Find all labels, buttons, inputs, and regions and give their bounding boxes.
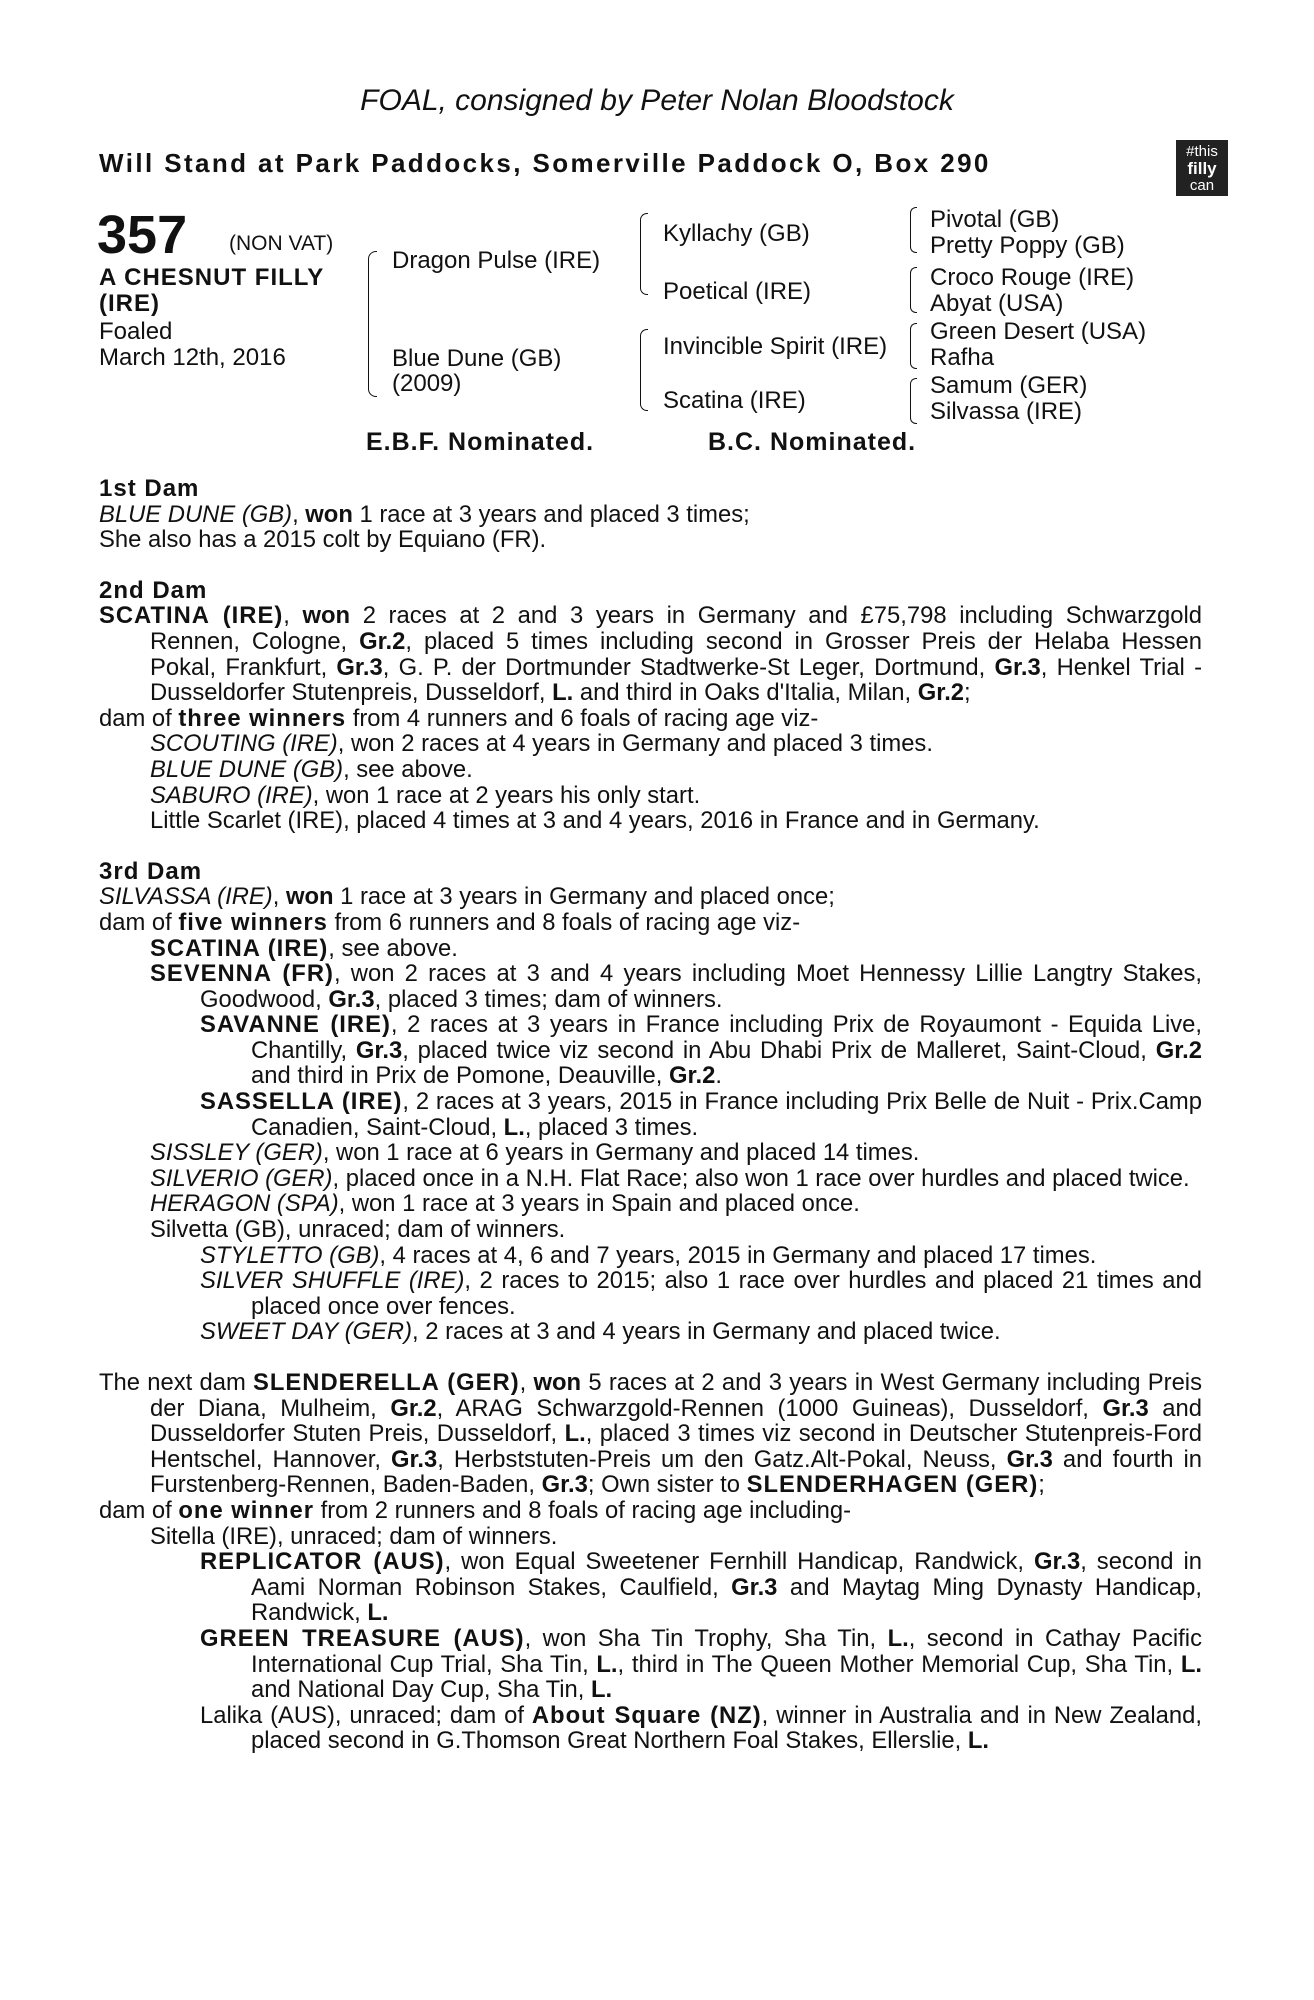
horse-name: SCATINA (IRE) <box>150 934 329 962</box>
text: , placed 3 times; dam of winners. <box>374 985 723 1013</box>
produce-item <box>99 1089 1202 1140</box>
sire-sire: Kyllachy (GB) <box>663 220 810 247</box>
foaled-date: March 12th, 2016 <box>99 344 286 371</box>
text: , see above. <box>343 755 473 783</box>
third-dam-produce-summary <box>99 910 1202 936</box>
text: , 2 races at 3 years, 2015 in France including Prix Belle de Nuit - Prix.Camp Canadien, Saint-Cloud, <box>251 1088 1202 1141</box>
produce-item: Silvetta (GB), unraced; dam of winners. <box>150 1216 566 1244</box>
text: , won 1 race at 2 years his only start. <box>312 781 701 809</box>
first-dam-record: 1 race at 3 years and placed 3 times; <box>359 500 750 528</box>
produce-item <box>99 1140 1202 1166</box>
horse-name: SISSLEY (GER) <box>150 1139 323 1167</box>
grandsire-2: Croco Rouge (IRE) <box>930 264 1135 291</box>
lot-description-line2: (IRE) <box>99 290 160 317</box>
text: , 4 races at 4, 6 and 7 years, 2015 in Germany and placed 17 times. <box>379 1241 1097 1269</box>
dam-dam: Scatina (IRE) <box>663 387 806 414</box>
horse-name: SASSELLA (IRE) <box>200 1088 403 1116</box>
text: The next dam <box>99 1369 254 1396</box>
text: , second in Aami Norman Robinson Stakes, Caulfield, <box>251 1548 1202 1601</box>
text: , see above. <box>328 934 458 962</box>
dam-line-brace <box>640 329 648 411</box>
sister-name: SLENDERHAGEN (GER) <box>746 1471 1039 1499</box>
text: from 4 runners and 6 foals of racing age viz- <box>346 704 819 732</box>
third-dam-heading: 3rd Dam <box>99 857 203 885</box>
text: , won 2 races at 3 and 4 years including Moet Hennessy Lillie Langtry Stakes, Goodwood, <box>200 960 1202 1013</box>
grade: Gr.3 <box>541 1471 588 1499</box>
horse-name: HERAGON (SPA) <box>150 1190 339 1218</box>
logo-line-2: filly <box>1187 159 1217 178</box>
grandsire-4: Samum (GER) <box>930 372 1088 399</box>
text: , placed twice viz second in Abu Dhabi Prix de Malleret, Saint-Cloud, <box>402 1036 1156 1064</box>
sep: , <box>283 602 303 630</box>
text: , 2 races to 2015; also 1 race over hurdles and placed 21 times and placed once over fences. <box>251 1267 1202 1320</box>
grade: L. <box>503 1113 525 1141</box>
horse-name: About Square (NZ) <box>531 1701 762 1729</box>
grade: L. <box>887 1624 909 1652</box>
text: , second in Cathay Pacific International Cup Trial, Sha Tin, <box>251 1624 1202 1678</box>
grade: L. <box>552 679 574 707</box>
text: and National Day Cup, Sha Tin, <box>251 1676 591 1704</box>
horse-name: REPLICATOR (AUS) <box>200 1548 445 1576</box>
grade: Gr.3 <box>328 985 375 1013</box>
text: dam of <box>99 908 179 936</box>
scatina-name: SCATINA (IRE) <box>99 602 284 630</box>
dam-year: (2009) <box>392 370 462 397</box>
won-label: won <box>285 883 334 911</box>
produce-item <box>99 936 1202 962</box>
winners-count: three winners <box>178 704 347 732</box>
produce-item <box>99 1166 1202 1192</box>
grade: L. <box>564 1420 586 1448</box>
horse-name: BLUE DUNE (GB) <box>150 755 344 783</box>
text: , won 1 race at 6 years in Germany and placed 14 times. <box>322 1139 920 1167</box>
text: , placed once in a N.H. Flat Race; also won 1 race over hurdles and placed twice. <box>332 1164 1190 1192</box>
grade: Gr.3 <box>355 1036 403 1064</box>
grade: Gr.3 <box>1033 1548 1081 1576</box>
this-filly-can-logo <box>1176 140 1228 196</box>
winners-count: one winner <box>178 1496 314 1524</box>
text: , G. P. der Dortmunder Stadtwerke-St Leger, Dortmund, <box>382 653 995 681</box>
granddam-3: Rafha <box>930 344 995 371</box>
produce-item <box>99 961 1202 1012</box>
grade: Gr.3 <box>1006 1445 1053 1473</box>
horse-name: SILVER SHUFFLE (IRE) <box>200 1267 465 1295</box>
grade: Gr.3 <box>336 653 383 681</box>
first-dam-produce: She also has a 2015 colt by Equiano (FR). <box>99 526 547 554</box>
won-label: won <box>302 602 351 630</box>
horse-name: SABURO (IRE) <box>150 781 313 809</box>
horse-name: SILVERIO (GER) <box>150 1164 333 1192</box>
text: ; Own sister to <box>587 1471 747 1499</box>
vat-status: (NON VAT) <box>229 232 334 255</box>
text: , 2 races at 3 and 4 years in Germany and placed twice. <box>412 1318 1001 1346</box>
first-dam-line: BLUE DUNE (GB), won 1 race at 3 years and placed 3 times; <box>99 500 750 528</box>
horse-name: STYLETTO (GB) <box>200 1241 380 1269</box>
sire-dam-brace <box>368 251 377 397</box>
logo-line-3: can <box>1189 177 1215 194</box>
text: and third in Prix de Pomone, Deauville, <box>251 1062 669 1090</box>
text: and Maytag Ming Dynasty Handicap, Randwick, <box>251 1573 1202 1627</box>
produce-item <box>99 1549 1202 1626</box>
text: and third in Oaks d'Italia, Milan, <box>573 679 918 707</box>
produce-item: Sitella (IRE), unraced; dam of winners. <box>150 1522 558 1550</box>
text: , won 1 race at 3 years in Spain and placed once. <box>338 1190 860 1218</box>
horse-name: GREEN TREASURE (AUS) <box>200 1624 525 1652</box>
sep: , <box>519 1369 534 1396</box>
granddam-4: Silvassa (IRE) <box>930 398 1083 425</box>
produce-item <box>99 757 1202 783</box>
sire-line-brace <box>640 213 648 295</box>
produce-item <box>99 1191 1202 1217</box>
dam-name: Blue Dune (GB) <box>392 345 562 372</box>
text: and Dusseldorfer Stuten Preis, Dusseldorf, <box>150 1394 1202 1448</box>
grade: Gr.2 <box>1155 1036 1202 1064</box>
grade: Gr.2 <box>669 1062 716 1090</box>
produce-item <box>99 1319 1202 1345</box>
grade: Gr.3 <box>1102 1394 1149 1422</box>
grade: Gr.2 <box>359 627 406 655</box>
first-dam-won: won <box>305 500 353 528</box>
grade: Gr.3 <box>390 1445 438 1473</box>
g4-brace <box>910 378 917 424</box>
dam-sire: Invincible Spirit (IRE) <box>663 333 888 360</box>
grade: L. <box>590 1676 613 1704</box>
text: ; <box>1038 1471 1045 1499</box>
logo-line-1: #this <box>1186 143 1218 160</box>
text: . <box>715 1062 722 1090</box>
text: , Henkel Trial - Dusseldorfer Stutenpreis, Dusseldorf, <box>150 653 1202 707</box>
text: , won 2 races at 4 years in Germany and placed 3 times. <box>337 730 933 758</box>
grade: Gr.2 <box>390 1394 437 1422</box>
produce-item <box>99 783 1202 809</box>
text: , 2 races at 3 years in France including Prix de Royaumont - Equida Live, Chantilly, <box>251 1011 1202 1064</box>
horse-name: SEVENNA (FR) <box>150 960 334 988</box>
granddam-2: Abyat (USA) <box>930 290 1064 317</box>
text: from 6 runners and 8 foals of racing age viz- <box>327 908 801 936</box>
text: Lalika (AUS), unraced; dam of <box>200 1701 532 1729</box>
grandsire-3: Green Desert (USA) <box>930 318 1147 345</box>
horse-name: SCOUTING (IRE) <box>150 730 338 758</box>
g2-brace <box>910 267 917 313</box>
grade: Gr.3 <box>994 653 1041 681</box>
text: 1 race at 3 years in Germany and placed once; <box>333 883 835 911</box>
grandsire-1: Pivotal (GB) <box>930 206 1060 233</box>
g1-brace <box>910 207 917 253</box>
text: , ARAG Schwarzgold-Rennen (1000 Guineas), Dusseldorf, <box>436 1394 1103 1422</box>
ebf-nominated: E.B.F. Nominated. <box>366 428 595 456</box>
text: dam of <box>99 704 179 732</box>
lot-number: 357 <box>97 205 188 265</box>
produce-item <box>99 1626 1202 1703</box>
text: , placed 3 times. <box>524 1113 699 1141</box>
won-label: won <box>533 1369 582 1396</box>
text: , won Sha Tin Trophy, Sha Tin, <box>524 1624 888 1652</box>
produce-item <box>99 1012 1202 1089</box>
g3-brace <box>910 323 917 369</box>
horse-name: SAVANNE (IRE) <box>200 1011 391 1039</box>
text: 5 races at 2 and 3 years in West Germany including Preis der Diana, Mulheim, <box>150 1369 1202 1422</box>
text: , placed 5 times including second in Grosser Preis der Helaba Hessen Pokal, Frankfurt, <box>150 627 1202 681</box>
first-dam-name: BLUE DUNE (GB) <box>99 500 293 528</box>
text: , winner in Australia and in New Zealand, placed second in G.Thomson Great Northern Foal Stakes, Ellerslie, <box>251 1701 1202 1755</box>
text: , won Equal Sweetener Fernhill Handicap, Randwick, <box>444 1548 1034 1576</box>
bc-nominated: B.C. Nominated. <box>708 428 917 456</box>
horse-name: SWEET DAY (GER) <box>200 1318 412 1346</box>
produce-item <box>99 1703 1202 1754</box>
grade: Gr.2 <box>917 679 965 707</box>
produce-item <box>99 731 1202 757</box>
granddam-1: Pretty Poppy (GB) <box>930 232 1125 259</box>
grade: L. <box>967 1727 990 1755</box>
consignor-line: FOAL, consigned by Peter Nolan Bloodstock <box>360 84 954 117</box>
grade: L. <box>367 1599 389 1627</box>
text: dam of <box>99 1496 179 1524</box>
second-dam-heading: 2nd Dam <box>99 576 208 604</box>
text: 2 races at 2 and 3 years in Germany and £75,798 including Schwarzgold Rennen, Cologne, <box>150 602 1202 655</box>
catalogue-body <box>99 476 1202 1754</box>
slenderella-name: SLENDERELLA (GER) <box>253 1369 520 1396</box>
sire-name: Dragon Pulse (IRE) <box>392 247 601 274</box>
text: , placed 3 times viz second in Deutscher Stutenpreis-Ford Hentschel, Hannover, <box>150 1420 1202 1473</box>
text: ; <box>964 679 971 707</box>
stand-location: Will Stand at Park Paddocks, Somerville Paddock O, Box 290 <box>99 148 991 178</box>
text: and fourth in Furstenberg-Rennen, Baden-Baden, <box>150 1445 1202 1499</box>
next-dam-record <box>99 1370 1202 1498</box>
text: from 2 runners and 8 foals of racing age including- <box>313 1496 852 1524</box>
third-dam-record <box>99 884 1202 910</box>
sire-dam: Poetical (IRE) <box>663 278 812 305</box>
sep: , <box>272 883 286 911</box>
foaled-label: Foaled <box>99 318 173 345</box>
grade: L. <box>596 1650 618 1678</box>
produce-item <box>99 1268 1202 1319</box>
lot-description-line1: A CHESNUT FILLY <box>99 264 325 291</box>
text: , third in The Queen Mother Memorial Cup, Sha Tin, <box>617 1650 1181 1678</box>
next-dam-produce-summary <box>99 1498 1202 1524</box>
grade: L. <box>1180 1650 1202 1678</box>
silvassa-name: SILVASSA (IRE) <box>99 883 273 911</box>
text: , Herbststuten-Preis um den Gatz.Alt-Pokal, Neuss, <box>437 1445 1007 1473</box>
grade: Gr.3 <box>731 1573 778 1601</box>
second-dam-record <box>99 603 1202 705</box>
winners-count: five winners <box>178 908 328 936</box>
second-dam-produce-summary <box>99 706 1202 732</box>
produce-item <box>99 1243 1202 1269</box>
first-dam-heading: 1st Dam <box>99 475 200 502</box>
produce-item: Little Scarlet (IRE), placed 4 times at 3 and 4 years, 2016 in France and in Germany. <box>150 807 1040 835</box>
